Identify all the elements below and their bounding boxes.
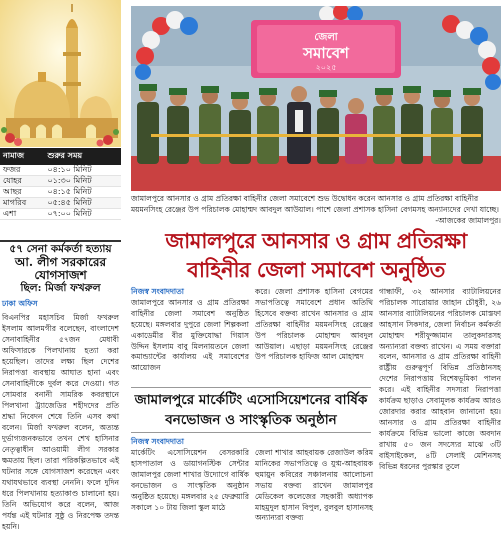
prayer-row xyxy=(0,209,121,220)
prayer-row xyxy=(0,187,121,198)
prayer-row xyxy=(0,176,121,187)
mosque-illustration xyxy=(0,0,121,147)
left-story-headline[interactable] xyxy=(0,240,121,296)
main-article-col3-text: গান্ধাফী, ৩২ আনসার ব্যাটালিয়নের পরিচালক সারোয়ার জাহান চৌধুরী, ২৬ আনসার ব্যাটালিয়নের পরিচালক মোস্তফা আহসান সিকদার, জেলা নির্বাচন কর্মকর্তা মোহাম্মদ শরীফুজ্জামান তালুকদারসহ অন্যান্যরা বক্তব্য রাখেন। এ সময় বক্তারা বলেন, আনসার ও গ্রাম প্রতিরক্ষা বাহিনী রাষ্ট্রীয় গুরুত্বপূর্ণ বিভিন্ন প্রতিষ্ঠানসহ দেশের নিরাপত্তায় বিশেষভূমিকা পালন করে। এই বাহিনীর সদস্যরা নিরাপত্তা কার্যক্রম ছাড়াও সেবামূলক কার্যক্রম আরও জোরদার করার আহবান জানানো হয়। আনসার ও গ্রাম প্রতিরক্ষা বাহিনীর কার্যক্রমে বিভিন্ন ভালো কাজে অবদান রাখায় ৫০ জন সদস্যের মাঝে ৩টি বাইসাইকেল, ৪টি সেলাই মেশিনসহ বিভিন্ন ধরনের পুরস্কার তুলে xyxy=(379,287,501,471)
banner-line-2: সমাবেশ xyxy=(303,44,349,62)
prayer-time: ০৫:৪৫ মিনিট xyxy=(44,198,121,209)
prayer-times-table xyxy=(0,148,121,220)
main-article-column-1 xyxy=(131,287,249,374)
sub-story-headline[interactable] xyxy=(131,387,371,433)
left-story-dateline: ঢাকা অফিস xyxy=(2,299,38,308)
main-article-col1-text: জামালপুরে আনসার ও গ্রাম প্রতিরক্ষা বাহিনীর জেলা সমাবেশ অনুষ্ঠিত হয়েছে। মঙ্গলবার দুপুরে জেলা শিল্পকলা একাডেমীর বীর মুক্তিযোদ্ধা গিয়াস উদ্দিন ইসলাম বাবু মিলনায়তনে জেলা কমান্ড্যান্টের কার্যালয় এই সমাবেশের আয়োজন xyxy=(131,297,249,373)
caption-text: জামালপুরে আনসার ও গ্রাম প্রতিরক্ষা বাহিনীর জেলা সমাবেশে শুভ উদ্বোধন করেন আনসার ও গ্রাম প্রতিরক্ষা বাহিনীর ময়মনসিংহ রেঞ্জের উপ পরিচালক মোহাম্মদ আবদুল আউয়াল। পাশে জেলা প্রশাসক হাসিনা বেগমসহ অন্যান্যদের দেখা যাচ্ছে। xyxy=(131,194,499,214)
main-article-col2-text: করে। জেলা প্রশাসক হাসিনা বেগমের সভাপতিত্বে সমাবেশে প্রধান অতিথি হিসেবে বক্তব্য রাখেন আনসার ও গ্রাম প্রতিরক্ষা বাহিনীর ময়মনসিংহ রেঞ্জের উপ পরিচালক মোহাম্মদ আবদুল আউয়াল। এছাড়া ময়মনসিংহ রেঞ্জের উপ পরিচালক হাফিজ আল মোহাম্মদ xyxy=(255,287,373,362)
left-headline-line-1: ৫৭ সেনা কর্মকর্তা হত্যায় xyxy=(9,243,112,255)
banner-line-1: জেলা xyxy=(314,32,338,43)
prayer-name: মাগরিব xyxy=(0,198,44,209)
event-photo-illustration xyxy=(131,6,501,191)
prayer-time: ০১:৩০ মিনিট xyxy=(44,176,121,187)
prayer-name: আছর xyxy=(0,187,44,198)
sub-headline-line-2: বনভোজন ও সাংস্কৃতিক অনুষ্ঠান xyxy=(165,412,337,428)
prayer-name: ফজর xyxy=(0,165,44,176)
prayer-header-time: শুরুর সময় xyxy=(44,148,121,165)
main-headline[interactable] xyxy=(131,226,501,284)
main-article-column-3 xyxy=(379,287,501,472)
sub-story-dateline: নিজস্ব সংবাদদাতা xyxy=(131,437,184,446)
main-headline-line-1: জামালপুরে আনসার ও গ্রাম প্রতিরক্ষা xyxy=(165,228,467,253)
banner-line-3: ২০২৫ xyxy=(315,63,337,72)
left-story-body: বিএনপির মহাসচিব মির্জা ফখরুল ইসলাম আলমগীর বলেছেন, বাংলাদেশ সেনাবাহিনীর ৫৭জন মেধাবী অফিসারকে পিলখানায় হত্যা করা হয়েছিল। তাদের লক্ষ্য ছিল দেশের নিরাপত্তা ব্যবস্থায় আঘাত হানা এবং সেনাবাহিনীকে দুর্বল করে দেওয়া। গত সোমবার বনানী সামরিক কবরস্থানে পিলখানা ট্র্যাজেডির শহীদদের প্রতি শ্রদ্ধা নিবেদন শেষে তিনি এসব কথা বলেন। মির্জা ফখরুল বলেন, অত্যন্ত দুর্ভাগ্যজনকভাবে তখন শেখ হাসিনার নেতৃত্বাধীন আওয়ামী লীগ সরকার ক্ষমতায় ছিল। তারা পরিকল্পিতভাবে এই ঘটনার সঙ্গে যোগসাজশ করেছেন এবং যথাযথভাবে ব্যবস্থা নেননি। ফলে দুদিন ধরে পিলখানায় হত্যাকাণ্ড চালানো হয়। তিনি অভিযোগ করে বলেন, আজ পর্যন্ত এই ঘটনার সুষ্ঠু ও নিরপেক্ষ তদন্ত হয়নি। xyxy=(2,313,119,531)
sub-headline-line-1: জামালপুরে মার্কেটিং এসোসিয়েশনের বার্ষিক xyxy=(134,392,368,408)
sub-story-column-2: জেলা শাখার আহবায়ক রেজাউল করিম মানিকের সভাপতিত্বে ও যুগ্ম-আহবায়ক হুমায়ুন কবিরের সঞ্চালনায় আলোচনা সভায় বক্তব্য রাখেন জামালপুর মেডিকেল কলেজের সহকারী অধ্যাপক মাহমুদুল হাসান বিপুল, বুলবুল হাসানসহ অন্যান্যরা বক্তব্য xyxy=(255,448,373,523)
left-headline-line-3: ছিল: মির্জা ফখরুল xyxy=(20,282,101,294)
prayer-row xyxy=(0,198,121,209)
prayer-time: ০৭:০০ মিনিট xyxy=(44,209,121,220)
left-story xyxy=(0,240,121,532)
left-headline-line-2: আ. লীগ সরকারের যোগসাজশ xyxy=(14,255,107,282)
prayer-name: এশা xyxy=(0,209,44,220)
photo-caption xyxy=(131,193,501,226)
prayer-time: ০৪:১৫ মিনিট xyxy=(44,187,121,198)
event-photo xyxy=(131,6,501,191)
sub-story-column-1: মার্কেটিং এসোসিয়েশন বেসরকারি হাসপাতাল ও ডায়াগনস্টিক সেন্টার জামালপুর জেলা শাখার উদ্যোগে বার্ষিক বনভোজন ও সাংস্কৃতিক অনুষ্ঠান অনুষ্ঠিত হয়েছে। মঙ্গলবার ২৫ ফেব্রুয়ারি সকালে ১০ টায় জিলা স্কুল মাঠে xyxy=(131,448,249,512)
mosque-icon xyxy=(0,0,121,147)
caption-credit: -আজকের জামালপুর। xyxy=(435,216,501,225)
left-column xyxy=(0,0,121,549)
main-headline-line-2: বাহিনীর জেলা সমাবেশ অনুষ্ঠিত xyxy=(187,257,445,282)
main-article-dateline: নিজস্ব সংবাদদাতা xyxy=(131,287,184,296)
prayer-name: যোহর xyxy=(0,176,44,187)
prayer-header-name: নামাজ xyxy=(0,148,44,165)
prayer-time: ০৪:১০ মিনিট xyxy=(44,165,121,176)
main-article-column-2 xyxy=(255,287,373,363)
prayer-row xyxy=(0,165,121,176)
